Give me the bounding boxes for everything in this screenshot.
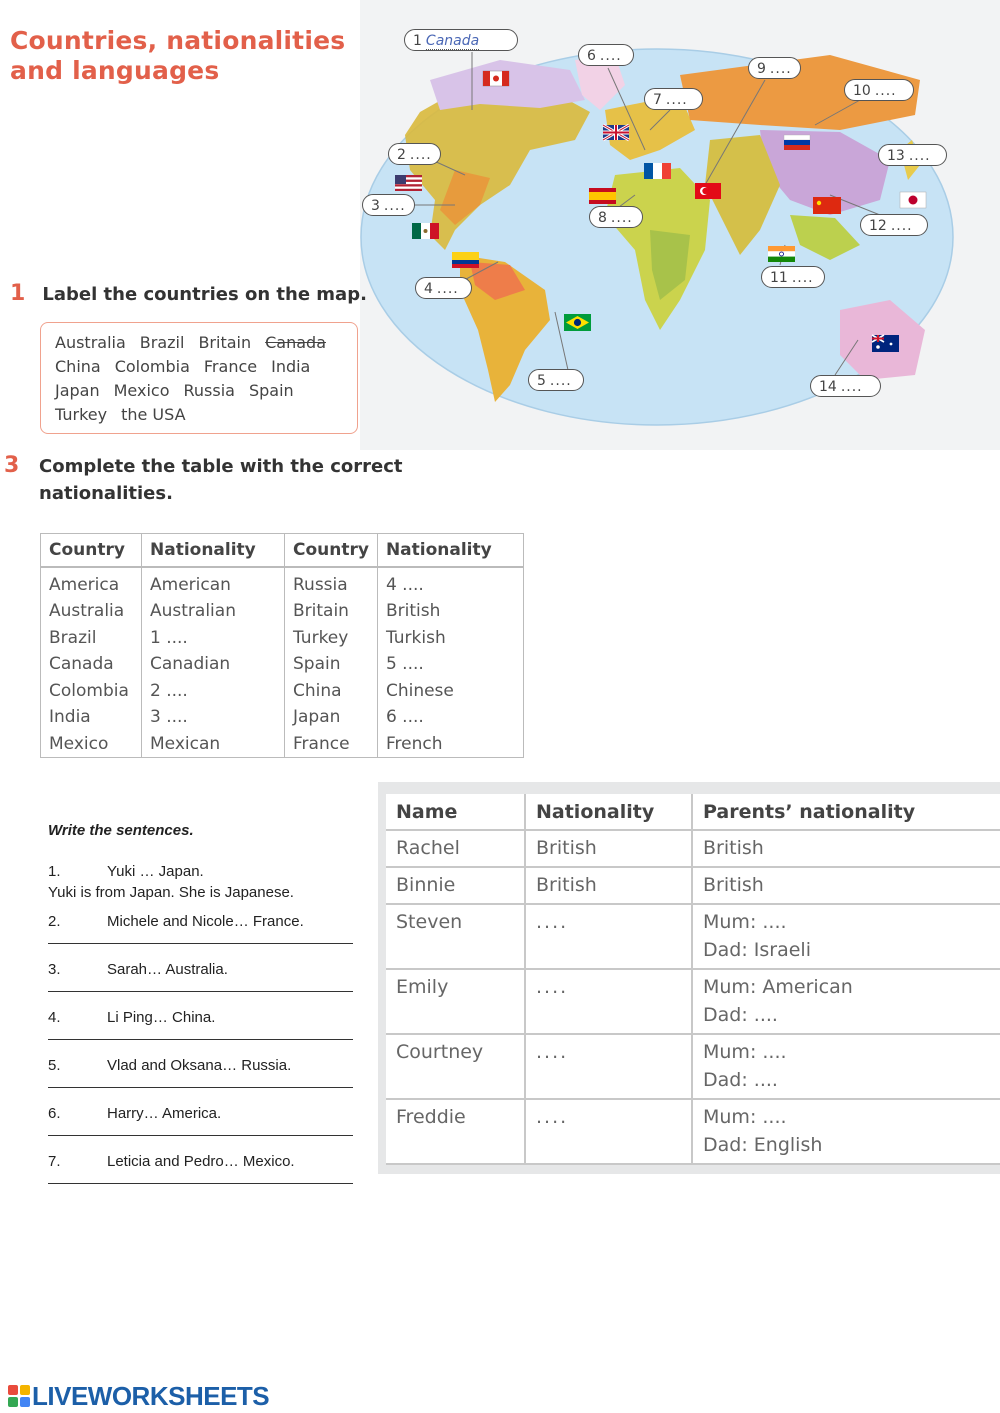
answer-cell[interactable]: .... xyxy=(525,1099,692,1164)
parent-answer[interactable]: Dad: .... xyxy=(703,1004,778,1026)
map-label-11[interactable] xyxy=(761,266,825,288)
name-cell: Courtney xyxy=(386,1034,525,1099)
sentences-heading: Write the sentences. xyxy=(48,822,194,839)
india-flag-icon xyxy=(768,246,795,262)
parent-answer[interactable]: Mum: .... xyxy=(703,1041,787,1063)
sentence-item-3 xyxy=(48,961,353,978)
word-item: the USA xyxy=(121,405,186,424)
answer-cell[interactable]: .... xyxy=(525,969,692,1034)
table-row xyxy=(41,598,524,624)
word-item: France xyxy=(203,357,258,376)
map-label-answer: .... xyxy=(890,218,913,234)
map-label-number: 8 xyxy=(598,210,607,226)
nationality-cell: British xyxy=(525,830,692,867)
sentence-number: 3. xyxy=(48,961,61,978)
parents-cell xyxy=(692,1099,1000,1164)
map-label-14[interactable] xyxy=(810,375,881,397)
map-label-3[interactable] xyxy=(362,194,415,216)
table-header: Nationality xyxy=(142,534,285,568)
map-label-answer: .... xyxy=(436,281,459,297)
table-cell: Britain xyxy=(285,598,378,624)
answer-cell[interactable]: 6 .... xyxy=(385,707,424,728)
map-label-number: 1 xyxy=(413,33,422,49)
word-box xyxy=(40,322,358,434)
nationality-cell: British xyxy=(525,867,692,904)
map-label-number: 12 xyxy=(869,218,887,234)
name-cell: Steven xyxy=(386,904,525,969)
parent-answer[interactable]: Dad: .... xyxy=(703,1069,778,1091)
japan-flag-icon xyxy=(900,192,926,208)
title-line-2: and languages xyxy=(10,56,220,85)
map-label-number: 14 xyxy=(819,379,837,395)
word-item: Spain xyxy=(248,381,294,400)
word-item: India xyxy=(271,357,311,376)
answer-line[interactable] xyxy=(48,1134,353,1136)
nationality-table xyxy=(40,533,524,758)
table-row xyxy=(386,1034,1000,1099)
table-row xyxy=(386,830,1000,867)
answer-cell[interactable]: 1 .... xyxy=(142,625,285,651)
map-label-answer: .... xyxy=(908,148,931,164)
map-label-answer: .... xyxy=(599,48,622,64)
map-label-2[interactable] xyxy=(388,143,441,165)
word-item: Australia xyxy=(55,333,126,352)
table-row xyxy=(41,731,524,758)
word-item: Japan xyxy=(55,381,100,400)
answer-cell[interactable]: 3 .... xyxy=(142,704,285,730)
answer-cell[interactable]: 2 .... xyxy=(142,678,285,704)
map-label-answer: Canada xyxy=(425,33,480,49)
logo-text: LIVEWORKSHEETS xyxy=(32,1381,270,1411)
australia-flag-icon xyxy=(872,335,899,352)
answer-line[interactable] xyxy=(48,1182,353,1184)
nationality-table-body xyxy=(41,567,524,758)
word-item: Turkey xyxy=(55,405,108,424)
answer-line[interactable] xyxy=(48,1038,353,1040)
map-label-1[interactable] xyxy=(404,29,518,51)
sentence-item-4 xyxy=(48,1009,353,1026)
parents-table-body xyxy=(386,830,1000,1164)
mexico-flag-icon xyxy=(412,223,439,239)
parents-cell xyxy=(692,867,1000,904)
sentence-item-6 xyxy=(48,1105,353,1122)
table-cell: Russia xyxy=(285,567,378,598)
answer-line[interactable] xyxy=(48,990,353,992)
table-row xyxy=(41,625,524,651)
table-cell: Canadian xyxy=(142,651,285,677)
name-cell: Emily xyxy=(386,969,525,1034)
map-label-number: 4 xyxy=(424,281,433,297)
table-cell: Australian xyxy=(142,598,285,624)
name-cell: Rachel xyxy=(386,830,525,867)
parents-cell xyxy=(692,830,1000,867)
table-cell: Colombia xyxy=(41,678,142,704)
table-header: Country xyxy=(41,534,142,568)
table-header: Nationality xyxy=(525,794,692,830)
logo-icon xyxy=(8,1385,30,1407)
sentence-prompt: Michele and Nicole… France. xyxy=(107,913,304,930)
table-row xyxy=(386,969,1000,1034)
exercise-1-number: 1 xyxy=(10,281,26,306)
turkey-flag-icon xyxy=(695,183,721,199)
table-header-row xyxy=(41,534,524,568)
table-row xyxy=(41,704,524,730)
exercise-1-heading xyxy=(10,281,367,306)
uk-flag-icon xyxy=(603,125,629,140)
word-item: Russia xyxy=(183,381,235,400)
table-row xyxy=(386,1099,1000,1164)
word-item: China xyxy=(55,357,101,376)
parent-nationality: Dad: Israeli xyxy=(703,939,811,961)
sentence-prompt: Li Ping… China. xyxy=(107,1009,216,1026)
table-cell: Turkish xyxy=(385,627,446,648)
parents-nationality-table xyxy=(386,794,1000,1165)
table-header-row xyxy=(386,794,1000,830)
map-label-answer: .... xyxy=(665,92,688,108)
table-cell: Mexico xyxy=(41,731,142,758)
map-label-7[interactable] xyxy=(644,88,703,110)
word-item: Brazil xyxy=(139,333,185,352)
canada-flag-icon xyxy=(483,71,509,86)
map-label-answer: .... xyxy=(840,379,863,395)
parent-nationality: British xyxy=(703,837,764,859)
map-label-answer: .... xyxy=(769,61,792,77)
parent-answer[interactable]: Mum: .... xyxy=(703,911,787,933)
sentence-number: 5. xyxy=(48,1057,61,1074)
table-cell: America xyxy=(41,567,142,598)
table-cell: British xyxy=(385,601,441,622)
answer-cell[interactable]: 5 .... xyxy=(385,654,424,675)
parent-answer[interactable]: Mum: .... xyxy=(703,1106,787,1128)
map-label-9[interactable] xyxy=(748,57,801,79)
map-label-answer: .... xyxy=(610,210,633,226)
title-line-1: Countries, nationalities xyxy=(10,26,346,55)
map-label-number: 3 xyxy=(371,198,380,214)
table-row xyxy=(386,867,1000,904)
word-item-used: Canada xyxy=(265,333,326,352)
map-label-10[interactable] xyxy=(844,79,914,101)
usa-flag-icon xyxy=(395,175,422,191)
map-label-12[interactable] xyxy=(860,214,928,236)
map-label-number: 13 xyxy=(887,148,905,164)
colombia-flag-icon xyxy=(452,252,479,268)
table-cell: Spain xyxy=(285,651,378,677)
word-item: Britain xyxy=(198,333,252,352)
map-label-number: 10 xyxy=(853,83,871,99)
table-header: Parents’ nationality xyxy=(692,794,1000,830)
sentences-exercise xyxy=(48,822,353,1201)
table-cell: Japan xyxy=(285,704,378,730)
sentence-item-1 xyxy=(48,863,353,880)
table-row xyxy=(386,904,1000,969)
russia-flag-icon xyxy=(784,135,810,150)
table-cell: French xyxy=(385,733,443,754)
exercise-3-number: 3 xyxy=(4,453,20,478)
parent-nationality: Dad: English xyxy=(703,1134,823,1156)
exercise-3-instruction-line-2: nationalities. xyxy=(39,483,173,504)
word-item: Colombia xyxy=(114,357,190,376)
exercise-1-instruction: Label the countries on the map. xyxy=(42,284,367,305)
answer-line[interactable] xyxy=(48,942,353,944)
table-cell: Canada xyxy=(41,651,142,677)
exercise-3-instruction-line-1: Complete the table with the correct xyxy=(39,456,403,477)
map-label-answer: .... xyxy=(549,373,572,389)
table-row xyxy=(41,651,524,677)
map-label-number: 2 xyxy=(397,147,406,163)
map-label-6[interactable] xyxy=(578,44,634,66)
name-cell: Freddie xyxy=(386,1099,525,1164)
france-flag-icon xyxy=(644,163,671,179)
table-cell: Australia xyxy=(41,598,142,624)
parent-nationality: Mum: American xyxy=(703,976,853,998)
sentence-item-7 xyxy=(48,1153,353,1170)
page-title xyxy=(10,26,345,86)
parent-nationality: British xyxy=(703,874,764,896)
sentence-prompt: Leticia and Pedro… Mexico. xyxy=(107,1153,295,1170)
world-map xyxy=(360,0,1000,450)
sentence-prompt: Vlad and Oksana… Russia. xyxy=(107,1057,292,1074)
table-header: Name xyxy=(386,794,525,830)
map-label-answer: .... xyxy=(383,198,406,214)
table-cell: Turkey xyxy=(285,625,378,651)
table-row xyxy=(41,678,524,704)
map-label-13[interactable] xyxy=(878,144,947,166)
parents-table-panel xyxy=(378,782,1000,1174)
exercise-3-heading xyxy=(4,453,439,507)
sentence-number: 2. xyxy=(48,913,61,930)
parents-cell xyxy=(692,969,1000,1034)
spain-flag-icon xyxy=(589,188,616,204)
word-item: Mexico xyxy=(113,381,170,400)
map-label-number: 7 xyxy=(653,92,662,108)
example-answer: Yuki is from Japan. She is Japanese. xyxy=(48,884,294,901)
map-label-number: 9 xyxy=(757,61,766,77)
table-cell: Chinese xyxy=(385,680,454,701)
answer-cell[interactable]: .... xyxy=(525,1034,692,1099)
name-cell: Binnie xyxy=(386,867,525,904)
map-label-number: 11 xyxy=(770,270,788,286)
map-label-5[interactable] xyxy=(528,369,584,391)
sentence-number: 1. xyxy=(48,863,61,880)
table-header: Country xyxy=(285,534,378,568)
map-label-answer: .... xyxy=(874,83,897,99)
table-cell: American xyxy=(142,567,285,598)
china-flag-icon xyxy=(813,197,841,214)
sentence-prompt: Sarah… Australia. xyxy=(107,961,228,978)
parents-cell xyxy=(692,1034,1000,1099)
table-cell: China xyxy=(285,678,378,704)
map-label-answer: .... xyxy=(409,147,432,163)
table-cell: France xyxy=(285,731,378,758)
sentence-number: 7. xyxy=(48,1153,61,1170)
sentence-item-2 xyxy=(48,913,353,930)
sentence-number: 4. xyxy=(48,1009,61,1026)
map-label-8[interactable] xyxy=(589,206,643,228)
parents-cell xyxy=(692,904,1000,969)
map-label-number: 6 xyxy=(587,48,596,64)
liveworksheets-logo xyxy=(8,1381,269,1412)
answer-cell[interactable]: .... xyxy=(525,904,692,969)
map-label-4[interactable] xyxy=(415,277,472,299)
sentence-item-5 xyxy=(48,1057,353,1074)
table-cell: India xyxy=(41,704,142,730)
table-header: Nationality xyxy=(377,534,523,568)
answer-cell[interactable]: 4 .... xyxy=(385,575,424,595)
sentence-prompt: Harry… America. xyxy=(107,1105,222,1122)
sentence-number: 6. xyxy=(48,1105,61,1122)
table-row xyxy=(41,567,524,598)
table-cell: Mexican xyxy=(142,731,285,758)
map-label-answer: .... xyxy=(791,270,814,286)
table-cell: Brazil xyxy=(41,625,142,651)
brazil-flag-icon xyxy=(564,314,591,331)
answer-line[interactable] xyxy=(48,1086,353,1088)
sentence-prompt: Yuki … Japan. xyxy=(107,863,204,880)
map-label-number: 5 xyxy=(537,373,546,389)
